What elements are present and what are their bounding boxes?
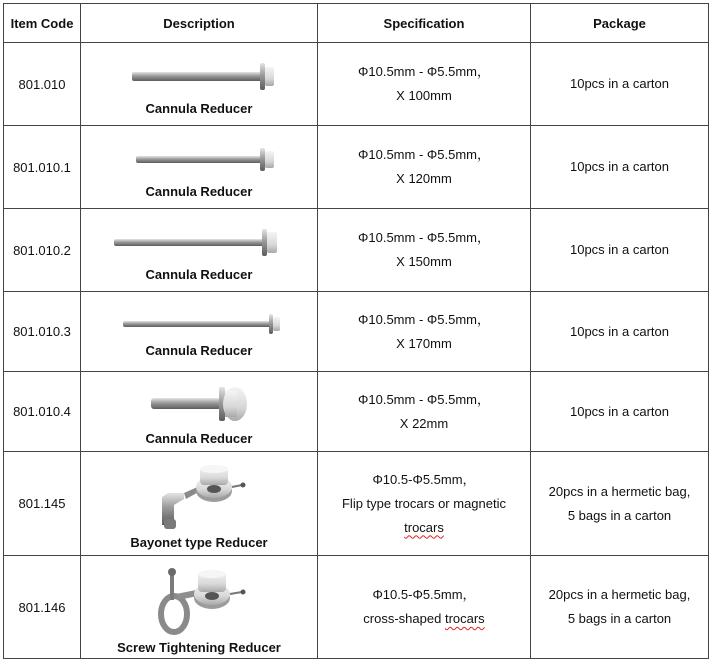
cannula-reducer-22mm-image [139, 381, 259, 427]
product-name: Screw Tightening Reducer [117, 639, 281, 655]
package-cell [531, 126, 709, 209]
product-name: Cannula Reducer [145, 100, 253, 116]
table-row [4, 292, 709, 372]
spec-diameter: Φ10.5mm - Φ5.5mm， [358, 64, 490, 79]
header-item-code: Item Code [4, 4, 81, 43]
table-row [4, 126, 709, 209]
specification-cell [318, 126, 531, 209]
package-cell [531, 372, 709, 452]
spec-length: X 22mm [399, 415, 449, 431]
specification-cell [318, 556, 531, 659]
table-row [4, 452, 709, 556]
header-specification: Specification [318, 4, 531, 43]
spec-length: X 100mm [396, 88, 452, 103]
spec-compatibility: Flip type trocars or magnetic [341, 495, 506, 511]
specification-cell [318, 452, 531, 556]
spec-compatibility-prefix: cross-shaped [363, 611, 445, 626]
package-text: 10pcs in a carton [569, 242, 669, 257]
package-text-2: 5 bags in a carton [567, 611, 672, 626]
item-code-cell: 801.146 [4, 556, 81, 659]
package-text: 10pcs in a carton [569, 159, 669, 174]
package-text: 20pcs in a hermetic bag, [548, 483, 691, 499]
package-cell [531, 43, 709, 126]
specification-cell [318, 292, 531, 372]
description-cell [81, 372, 318, 452]
product-name: Cannula Reducer [145, 183, 253, 199]
cannula-reducer-100mm-image [114, 57, 284, 97]
package-cell [531, 292, 709, 372]
header-row [4, 4, 709, 43]
description-cell [81, 209, 318, 292]
spec-diameter: Φ10.5mm - Φ5.5mm， [358, 147, 490, 162]
package-cell [531, 556, 709, 659]
description-cell [81, 292, 318, 372]
spec-diameter: Φ10.5mm - Φ5.5mm， [358, 230, 490, 245]
product-spec-table [3, 3, 709, 659]
item-code-cell: 801.010 [4, 43, 81, 126]
description-cell [81, 126, 318, 209]
item-code-cell: 801.010.1 [4, 126, 81, 209]
description-cell [81, 556, 318, 659]
package-text: 10pcs in a carton [569, 76, 669, 91]
spec-length: X 170mm [396, 335, 452, 351]
description-cell [81, 43, 318, 126]
spec-diameter: Φ10.5mm - Φ5.5mm， [358, 311, 490, 327]
product-name: Cannula Reducer [145, 431, 253, 446]
spec-length: X 120mm [396, 171, 452, 186]
spec-compatibility-cont [318, 516, 530, 540]
cannula-reducer-170mm-image [109, 309, 289, 339]
package-text: 20pcs in a hermetic bag, [548, 587, 691, 602]
header-description: Description [81, 4, 318, 43]
cannula-reducer-120mm-image [114, 140, 284, 180]
header-package: Package [531, 4, 709, 43]
package-text: 10pcs in a carton [569, 403, 669, 419]
item-code-cell: 801.010.2 [4, 209, 81, 292]
specification-cell [318, 43, 531, 126]
description-cell [81, 452, 318, 556]
product-name: Cannula Reducer [145, 343, 253, 358]
table-row [4, 372, 709, 452]
product-name: Bayonet type Reducer [130, 535, 268, 550]
product-name: Cannula Reducer [145, 266, 253, 282]
item-code-cell: 801.010.3 [4, 292, 81, 372]
specification-cell [318, 372, 531, 452]
spec-diameter: Φ10.5-Φ5.5mm， [372, 587, 476, 602]
spec-diameter: Φ10.5mm - Φ5.5mm， [358, 391, 490, 407]
table-row [4, 209, 709, 292]
spec-compatibility [318, 607, 530, 631]
specification-cell [318, 209, 531, 292]
package-text: 10pcs in a carton [569, 323, 669, 339]
item-code-cell: 801.010.4 [4, 372, 81, 452]
package-cell [531, 209, 709, 292]
spell-flag-word: trocars [444, 611, 485, 626]
item-code-cell: 801.145 [4, 452, 81, 556]
cannula-reducer-150mm-image [104, 223, 294, 263]
spec-diameter: Φ10.5-Φ5.5mm， [372, 471, 476, 487]
package-text-2: 5 bags in a carton [567, 507, 672, 523]
spec-length: X 150mm [396, 254, 452, 269]
spell-flag-word: trocars [404, 519, 444, 535]
table-row [4, 43, 709, 126]
package-cell [531, 452, 709, 556]
bayonet-type-reducer-image [144, 461, 254, 531]
screw-tightening-reducer-image [144, 564, 254, 636]
table-row [4, 556, 709, 659]
